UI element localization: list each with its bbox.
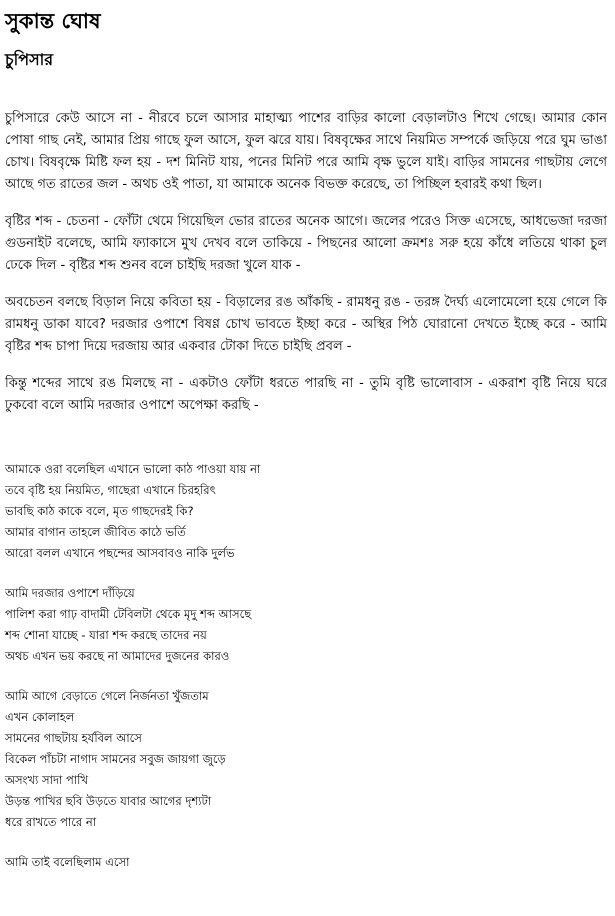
poem-line: উড়ন্ত পাখির ছবি উড়তে যাবার আগের দৃশ্যটা bbox=[5, 794, 212, 808]
poem-line: ভাবছি কাঠ কাকে বলে, মৃত গাছদেরই কি? bbox=[5, 504, 194, 518]
poem-stanza bbox=[5, 583, 607, 667]
poem-line: আমাকে ওরা বলেছিল এখানে ভালো কাঠ পাওয়া যায় না bbox=[5, 462, 261, 476]
poem-stanza bbox=[5, 459, 607, 564]
prose-section bbox=[5, 108, 607, 417]
poem-line: আমার বাগান তাহলে জীবিত কাঠে ভর্তি bbox=[5, 525, 186, 539]
poem-line: আরো বলল এখানে পছন্দের আসবাবও নাকি দুর্লভ bbox=[5, 546, 235, 560]
poem-line: শব্দ শোনা যাচ্ছে - যারা শব্দ করছে তাদের নয় bbox=[5, 628, 207, 642]
prose-paragraph: বৃষ্টির শব্দ - চেতনা - ফোঁটা থেমে গিয়েছিল ভোর রাতের অনেক আগে। জলের পরেও সিক্ত এসেছে, আধভেজা দরজা গুডনাইট বলেছে, আমি ফ্যাকাসে মুখ দেখব বলে তাকিয়ে - পিছনের আলো ক্রমশঃ সরু হয়ে কাঁধে লতিয়ে থাকা চুল ঢেকে দিল - বৃষ্টির শব্দ শুনব বলে চাইছি দরজা খুলে যাক - bbox=[5, 214, 607, 273]
poem-stanza bbox=[5, 686, 607, 833]
poem-line: অথচ এখন ভয় করছে না আমাদের দুজনের কারও bbox=[5, 649, 230, 663]
poem-line: বিকেল পাঁচটা নাগাদ সামনের সবুজ জায়গা জুড়ে bbox=[5, 752, 226, 766]
poem-stanza bbox=[5, 852, 607, 873]
prose-paragraph: কিন্তু শব্দের সাথে রঙ মিলছে না - একটাও ফোঁটা ধরতে পারছি না - তুমি বৃষ্টি ভালোবাস - একরাশ বৃষ্টি নিয়ে ঘরে ঢুকবো বলে আমি দরজার ওপাশে অপেক্ষা করছি - bbox=[5, 376, 607, 413]
poem-line: আমি দরজার ওপাশে দাঁড়িয়ে bbox=[5, 586, 135, 600]
author-name: সুকান্ত ঘোষ bbox=[5, 9, 101, 33]
poem-line: ধরে রাখতে পারে না bbox=[5, 815, 97, 829]
poem-title: চুপিসার bbox=[5, 50, 54, 69]
poem-line: পালিশ করা গাঢ় বাদামী টেবিলটা থেকে মৃদু শব্দ আসছে bbox=[5, 607, 252, 621]
prose-paragraph: চুপিসারে কেউ আসে না - নীরবে চলে আসার মাহাত্ম্য পাশের বাড়ির কালো বেড়ালটাও শিখে গেছে। আমার কোন পোষা গাছ নেই, আমার প্রিয় গাছে ফুল আসে, ফুল ঝরে যায়। বিষবৃক্ষের সাথে নিয়মিত সম্পর্কে জড়িয়ে পরে ঘুম ভাঙা চোখ। বিষবৃক্ষে মিষ্টি ফল হয় - দশ মিনিট যায়, পনের মিনিট পরে আমি বৃক্ষ ভুলে যাই। বাড়ির সামনের গাছটায় লেগে আছে গত রাতের জল - অথচ ওই পাতা, যা আমাকে অনেক বিভক্ত করেছে, তা পিচ্ছিল হবারই কথা ছিল। bbox=[5, 111, 607, 192]
poem-line: সামনের গাছটায় হর্যবিল আসে bbox=[5, 731, 142, 745]
poem-section bbox=[5, 459, 607, 873]
poem-line: আমি তাই বলেছিলাম এসো bbox=[5, 855, 130, 869]
poem-line: অসংখ্য সাদা পাখি bbox=[5, 773, 88, 787]
poem-line: আমি আগে বেড়াতে গেলে নির্জনতা খুঁজতাম bbox=[5, 689, 209, 703]
prose-paragraph: অবচেতন বলছে বিড়াল নিয়ে কবিতা হয় - বিড়ালের রঙ আঁকছি - রামধনু রঙ - তরঙ্গ দৈর্ঘ্য এলোমেলো হয়ে গেলে কি রামধনু ডাকা যাবে? দরজার ওপাশে বিষণ্ণ চোখ ভাবতে ইচ্ছা করে - অস্থির পিঠ ঘোরানো দেখতে ইচ্ছে করে - আমি বৃষ্টির শব্দ চাপা দিয়ে দরজায় আর একবার টোকা দিতে চাইছি প্রবল - bbox=[5, 295, 607, 354]
poem-line: তবে বৃষ্টি হয় নিয়মিত, গাছেরা এখানে চিরহরিৎ bbox=[5, 483, 216, 497]
poem-line: এখন কোলাহল bbox=[5, 710, 75, 724]
